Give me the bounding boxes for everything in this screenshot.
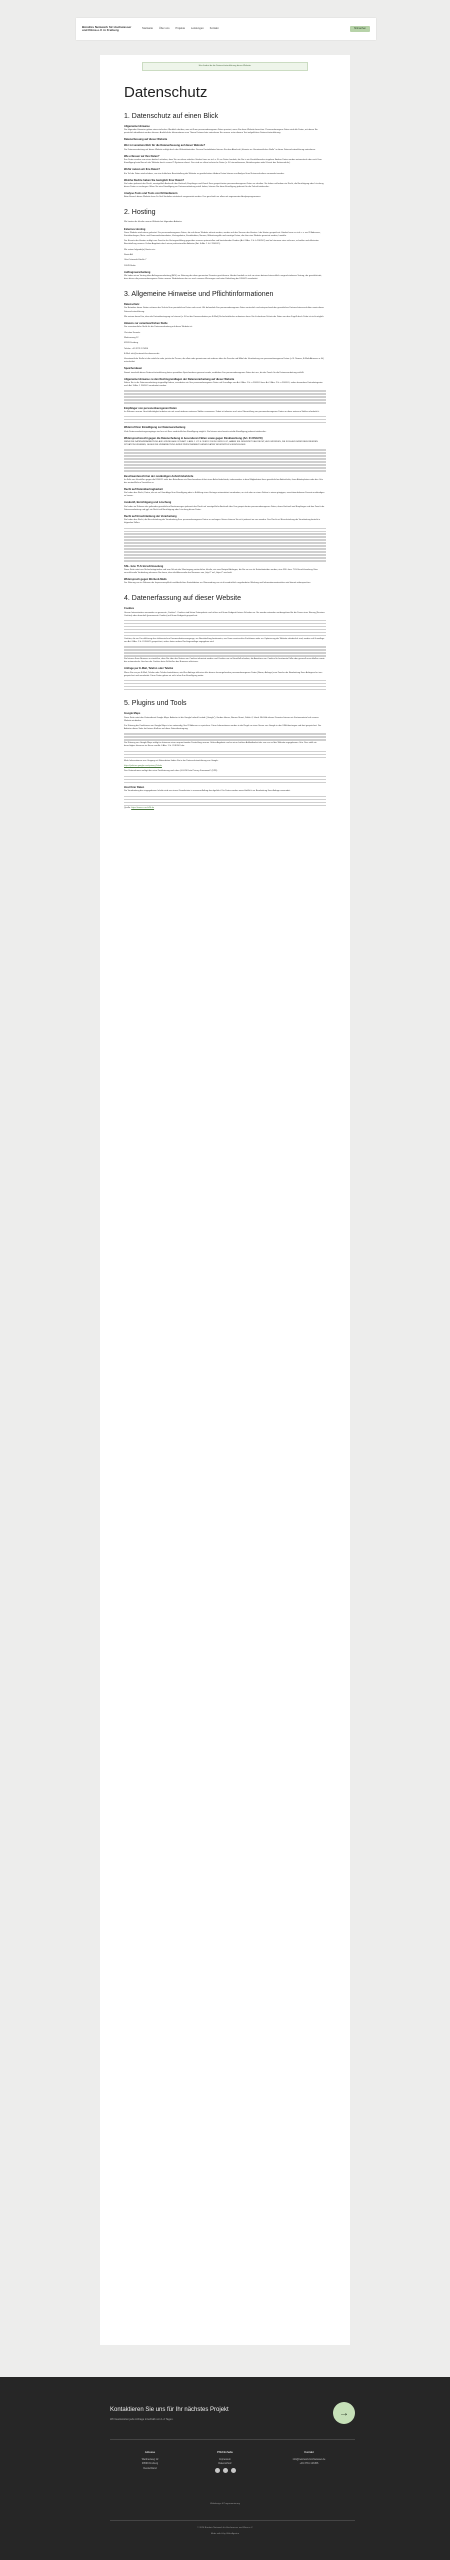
text-block-placeholder	[124, 796, 326, 806]
text-block-placeholder	[124, 776, 326, 783]
brand-logo[interactable]: Bündnis Netzwerk für Hochwasser und Klima e.V. in Freiberg	[82, 24, 132, 32]
linkedin-icon[interactable]	[231, 2468, 236, 2473]
made-by-credit[interactable]: Made with ♥ by Web-Agentur	[210, 2533, 240, 2535]
text-block-placeholder	[124, 733, 326, 740]
text-block-placeholder	[124, 390, 326, 403]
responsible-city: 09599 Freiberg	[124, 342, 139, 345]
subheading: Recht auf Datenübertragbarkeit	[124, 487, 163, 491]
section-heading-1: 1. Datenschutz auf einen Blick	[124, 112, 219, 120]
text-block-placeholder	[124, 416, 326, 423]
page-title: Datenschutz	[124, 84, 208, 101]
paragraph: Sie haben jederzeit das Recht, unentgeltlich Auskunft über Herkunft, Empfänger und Zweck Ihrer gespeicherten personenbezogenen Daten zu erhalten. Sie haben außerdem ein Recht, die Berichtigung oder Löschung dieser Daten zu verlangen. Wenn Sie eine Einwilligung zur Datenverarbeitung erteilt haben, können Sie diese Einwilligung jederzeit für die Zukunft widerrufen.	[124, 182, 324, 188]
subheading: Datenerfassung auf dieser Website	[124, 138, 168, 142]
subheading: Auskunft, Berichtigung und Löschung	[124, 501, 172, 505]
nav-item-startseite[interactable]: Startseite	[142, 27, 153, 31]
copyright: © 2024 Bündnis Netzwerk für Hochwasser und Klima e.V.	[197, 2527, 253, 2529]
section-heading-4: 4. Datenerfassung auf dieser Website	[124, 595, 241, 603]
paragraph: Sie haben das Recht, die Einschränkung der Verarbeitung Ihrer personenbezogenen Daten zu verlangen. Hierzu können Sie sich jederzeit an uns wenden. Das Recht auf Einschränkung der Verarbeitung besteht in folgenden Fällen:	[124, 519, 321, 525]
text-block-placeholder	[124, 528, 326, 562]
paragraph: Diese Website wird extern gehostet. Die personenbezogenen Daten, die auf dieser Website erfasst werden, werden auf den Servern des Hosters / der Hoster gespeichert. Hierbei kann es sich v. a. um IP-Adressen, Kontaktanfragen, Meta- und Kommunikationsdaten, Vertragsdaten, Kontaktdaten, Namen, Websitezugriffe und sonstige Daten, die über eine Website generiert werden, handeln.	[124, 231, 321, 237]
footer-link-impressum[interactable]: Impressum	[219, 2457, 231, 2461]
paragraph: Sie haben im Rahmen der geltenden gesetzlichen Bestimmungen jederzeit das Recht auf unentgeltliche Auskunft über Ihre gespeicherten personenbezogenen Daten, deren Herkunft und Empfänger und den Zweck der Datenverarbeitung und ggf. ein Recht auf Berichtigung oder Löschung dieser Daten.	[124, 505, 325, 511]
info-notice: Hier findest du die Datenschutzerklärung dieser Website.	[142, 62, 308, 71]
subheading: Allgemeine Hinweise	[124, 124, 150, 128]
subheading: Speicherdauer	[124, 367, 143, 371]
paragraph: Sie können Ihren Browser so einstellen, dass Sie über das Setzen von Cookies informiert werden und Cookies nur im Einzelfall erlauben, die Annahme von Cookies für bestimmte Fälle oder generell ausschließen sowie das automatische Löschen der Cookies beim Schließen des Browsers aktivieren.	[124, 658, 325, 664]
section-heading-5: 5. Plugins und Tools	[124, 700, 187, 708]
responsible-email[interactable]: E-Mail: info@netzwerk-hochwasser.de	[124, 352, 160, 355]
host-name: Strato AG	[124, 253, 134, 256]
footer-cta-subtitle: Wir beantworten jede Anfrage innerhalb von 1-2 Tagen.	[110, 2418, 174, 2421]
text-block-placeholder	[124, 680, 326, 690]
footer-address-column	[125, 2451, 175, 2472]
subheading: Anfrage per E-Mail, Telefon oder Telefax	[124, 667, 174, 671]
text-block-placeholder	[124, 449, 326, 471]
paragraph: Verantwortliche Stelle ist die natürliche oder juristische Person, die allein oder gemeinsam mit anderen über die Zwecke und Mittel der Verarbeitung von personenbezogenen Daten (z. B. Namen, E-Mail-Adressen o. Ä.) entscheidet.	[124, 358, 324, 364]
responsible-phone: Telefon: +49 3731 123456	[124, 347, 149, 350]
site-footer	[0, 2377, 450, 2560]
paragraph: Der Einsatz des Hosters erfolgt zum Zwecke der Vertragserfüllung gegenüber unseren potenziellen und bestehenden Kunden (Art. 6 Abs. 1 lit. b DSGVO) und im Interesse einer sicheren, schnellen und effizienten Bereitstellung unseres Online-Angebots durch einen professionellen Anbieter (Art. 6 Abs. 1 lit. f DSGVO).	[124, 240, 319, 246]
subheading: Wofür nutzen wir Ihre Daten?	[124, 168, 160, 172]
paragraph: Unsere Internetseiten verwenden so genannte „Cookies“. Cookies sind kleine Datenpakete und richten auf Ihrem Endgerät keinen Schaden an. Sie werden entweder vorübergehend für die Dauer einer Sitzung (Session-Cookies) oder dauerhaft (permanente Cookies) auf Ihrem Endgerät gespeichert.	[124, 611, 326, 617]
paragraph: Zur Nutzung der Funktionen von Google Maps ist es notwendig, Ihre IP-Adresse zu speichern. Diese Informationen werden in der Regel an einen Server von Google in den USA übertragen und dort gespeichert. Der Anbieter dieser Seite hat keinen Einfluss auf diese Datenübertragung.	[124, 725, 322, 731]
footer-cta-title: Kontaktieren Sie uns für Ihr nächstes Projekt	[110, 2407, 229, 2413]
subheading: Auftragsverarbeitung	[124, 270, 151, 274]
facebook-icon[interactable]	[215, 2468, 220, 2473]
responsible-street: Wettinerweg 12	[124, 336, 139, 339]
paragraph: Ihre Daten werden zum einen dadurch erhoben, dass Sie uns diese mitteilen. Hierbei kann es sich z. B. um Daten handeln, die Sie in ein Kontaktformular eingeben. Andere Daten werden automatisch oder nach Ihrer Einwilligung beim Besuch der Website durch unsere IT-Systeme erfasst. Das sind vor allem technische Daten (z. B. Internetbrowser, Betriebssystem oder Uhrzeit des Seitenaufrufs).	[124, 159, 322, 165]
footer-address-line: Deutschland	[143, 2466, 157, 2470]
host-address: Otto-Ostrowski-Straße 7	[124, 259, 147, 262]
subheading: SSL- bzw. TLS-Verschlüsselung	[124, 564, 164, 568]
subheading: Widerspruch gegen Werbe-E-Mails	[124, 577, 167, 581]
paragraph: Die Verarbeitung der eingegebenen Inhalte wird von einem Dienstleister in unserem Auftrag durchgeführt. Die Daten werden ausschließlich zur Bearbeitung Ihrer Anfrage verwendet.	[124, 790, 291, 793]
paragraph: WENN DIE DATENVERARBEITUNG AUF GRUNDLAGE VON ART. 6 ABS. 1 LIT. E ODER F DSGVO ERFOLGT, HABEN SIE JEDERZEIT DAS RECHT, AUS GRÜNDEN, DIE SICH AUS IHRER BESONDEREN SITUATION ERGEBEN, GEGEN DIE VERARBEITUNG IHRER PERSONENBEZOGENEN DATEN WIDERSPRUCH EINZULEGEN.	[124, 441, 318, 447]
footer-column-heading: Pflichtinhalte	[217, 2450, 233, 2454]
paragraph: Die Datenverarbeitung auf dieser Website erfolgt durch den Websitebetreiber. Dessen Kontaktdaten können Sie dem Abschnitt „Hinweis zur Verantwortlichen Stelle“ in dieser Datenschutzerklärung entnehmen.	[124, 148, 316, 151]
site-header	[76, 18, 376, 40]
subheading: Allgemeine Hinweise zu den Rechtsgrundlagen der Datenverarbeitung auf dieser Website	[124, 377, 235, 381]
social-links	[200, 2468, 250, 2473]
paragraph: Im Rahmen unserer Geschäftstätigkeit arbeiten wir mit verschiedenen externen Stellen zusammen. Dabei ist teilweise auch eine Übermittlung von personenbezogenen Daten an diese externen Stellen erforderlich.	[124, 410, 320, 413]
subheading: Hinweis zur verantwortlichen Stelle	[124, 321, 168, 325]
paragraph: Wir weisen darauf hin, dass die Datenübertragung im Internet (z. B. bei der Kommunikation per E-Mail) Sicherheitslücken aufweisen kann. Ein lückenloser Schutz der Daten vor dem Zugriff durch Dritte ist nicht möglich.	[124, 315, 325, 318]
instagram-icon[interactable]	[223, 2468, 228, 2473]
google-privacy-link[interactable]: https://policies.google.com/privacy?hl=de	[124, 765, 162, 768]
nav-item-projekte[interactable]: Projekte	[175, 27, 186, 31]
privacy-content	[124, 83, 326, 813]
subheading: Cookies	[124, 607, 135, 611]
footer-email-link[interactable]: info@netzwerk-hochwasser.de	[292, 2457, 326, 2461]
paragraph: Im Falle von Verstößen gegen die DSGVO steht den Betroffenen ein Beschwerderecht bei einer Aufsichtsbehörde, insbesondere in dem Mitgliedstaat ihres gewöhnlichen Aufenthalts, ihres Arbeitsplatzes oder des Orts des mutmaßlichen Verstoßes zu.	[124, 478, 323, 484]
paragraph: Soweit innerhalb dieser Datenschutzerklärung keine speziellere Speicherdauer genannt wurde, verbleiben Ihre personenbezogenen Daten bei uns, bis der Zweck für die Datenverarbeitung entfällt.	[124, 371, 304, 374]
source-label: Quelle:	[124, 807, 131, 810]
footer-contact-column	[278, 2451, 340, 2467]
subheading: Empfänger von personenbezogenen Daten	[124, 406, 177, 410]
paragraph: Wenn Sie uns per E-Mail, Telefon oder Telefax kontaktieren, wird Ihre Anfrage inklusive aller daraus hervorgehenden personenbezogenen Daten (Name, Anfrage) zum Zwecke der Bearbeitung Ihres Anliegens bei uns gespeichert und verarbeitet. Diese Daten geben wir nicht ohne Ihre Einwilligung weiter.	[124, 671, 323, 677]
text-block-placeholder	[124, 646, 326, 656]
paragraph: Viele Datenverarbeitungsvorgänge sind nur mit Ihrer ausdrücklichen Einwilligung möglich. Sie können eine bereits erteilte Einwilligung jederzeit widerrufen.	[124, 430, 267, 433]
header-cta-button[interactable]: Mitmachen	[350, 26, 370, 32]
subheading: Recht auf Einschränkung der Verarbeitung	[124, 514, 177, 518]
paragraph: Das Unternehmen verfügt über eine Zertifizierung nach dem „EU-US Data Privacy Framework“ (DPF).	[124, 770, 218, 773]
host-city: 10249 Berlin	[124, 264, 136, 267]
paragraph: Diese Seite nutzt aus Sicherheitsgründen und zum Schutz der Übertragung vertraulicher Inhalte, wie zum Beispiel Anfragen, die Sie an uns als Seitenbetreiber senden, eine SSL- bzw. TLS-Verschlüsselung. Eine verschlüsselte Verbindung erkennen Sie daran, dass die Adresszeile des Browsers von „http://“ auf „https://“ wechselt.	[124, 568, 318, 574]
footer-address-line: 09599 Freiberg	[141, 2462, 159, 2466]
paragraph: Sofern Sie in die Datenverarbeitung eingewilligt haben, verarbeiten wir Ihre personenbezogenen Daten auf Grundlage von Art. 6 Abs. 1 lit. a DSGVO bzw. Art. 9 Abs. 2 lit. a DSGVO, sofern besondere Datenkategorien nach Art. 9 Abs. 1 DSGVO verarbeitet werden.	[124, 382, 323, 388]
paragraph: Die Nutzung von Google Maps erfolgt im Interesse einer ansprechenden Darstellung unserer Online-Angebote und an einer leichten Auffindbarkeit der von uns auf der Website angegebenen Orte. Dies stellt ein berechtigtes Interesse im Sinne von Art. 6 Abs. 1 lit. f DSGVO dar.	[124, 742, 317, 748]
subheading: Analyse-Tools und Tools von Drittanbietern	[124, 192, 178, 195]
subheading: Google Maps	[124, 712, 141, 716]
responsible-name: Christian Kemnitz	[124, 331, 141, 334]
paragraph: Sie haben das Recht, Daten, die wir auf Grundlage Ihrer Einwilligung oder in Erfüllung eines Vertrags automatisiert verarbeiten, an sich oder an einen Dritten in einem gängigen, maschinenlesbaren Format aushändigen zu lassen.	[124, 492, 325, 498]
paragraph: Die Betreiber dieser Seiten nehmen den Schutz Ihrer persönlichen Daten sehr ernst. Wir behandeln Ihre personenbezogenen Daten vertraulich und entsprechend den gesetzlichen Datenschutzvorschriften sowie dieser Datenschutzerklärung.	[124, 307, 324, 313]
paragraph: Die folgenden Hinweise geben einen einfachen Überblick darüber, was mit Ihren personenbezogenen Daten passiert, wenn Sie diese Website besuchen. Personenbezogene Daten sind alle Daten, mit denen Sie persönlich identifiziert werden können. Ausführliche Informationen zum Thema Datenschutz entnehmen Sie unserer unter diesem Text aufgeführten Datenschutzerklärung.	[124, 128, 318, 134]
footer-address-line: Wettinerweg 12	[141, 2457, 159, 2461]
nav-item-ueber-uns[interactable]: Über uns	[158, 27, 170, 31]
text-block-placeholder	[124, 620, 326, 636]
section-heading-2: 2. Hosting	[124, 209, 156, 217]
footer-link-datenschutz[interactable]: Datenschutz	[218, 2462, 232, 2466]
subheading: Widerruf Ihrer Einwilligung zur Datenverarbeitung	[124, 426, 186, 430]
paragraph: Der Nutzung von im Rahmen der Impressumspflicht veröffentlichten Kontaktdaten zur Übersendung von nicht ausdrücklich angeforderter Werbung und Informationsmaterialien wird hiermit widersprochen.	[124, 582, 311, 585]
footer-phone-link[interactable]: +49 3731 123456	[299, 2462, 319, 2466]
nav-item-leistungen[interactable]: Leistungen	[191, 27, 204, 31]
footer-column-heading: Kontakt	[304, 2450, 314, 2454]
paragraph: Beim Besuch dieser Website kann Ihr Surf-Verhalten statistisch ausgewertet werden. Das geschieht vor allem mit sogenannten Analyseprogrammen.	[124, 196, 261, 199]
nav-item-kontakt[interactable]: Kontakt	[209, 27, 219, 31]
paragraph: Diese Seite nutzt den Kartendienst Google Maps. Anbieter ist die Google Ireland Limited („Google“), Gordon House, Barrow Street, Dublin 4, Irland. Mit Hilfe dieses Dienstes können wir Kartenmaterial auf unserer Website einbinden.	[124, 716, 319, 722]
paragraph: Wir haben einen Vertrag über Auftragsverarbeitung (AVV) zur Nutzung des oben genannten Dienstes geschlossen. Hierbei handelt es sich um einen datenschutzrechtlich vorgeschriebenen Vertrag, der gewährleistet, dass dieser die personenbezogenen Daten unserer Websitebesucher nur nach unseren Weisungen und unter Einhaltung der DSGVO verarbeitet.	[124, 274, 322, 280]
paragraph: Wir hosten die Inhalte unserer Website bei folgendem Anbieter:	[124, 221, 183, 224]
subheading: Widerspruchsrecht gegen die Datenerhebung in besonderen Fällen sowie gegen Direktwerbung (Art. 21 DSGVO)	[124, 436, 263, 440]
section-heading-3: 3. Allgemeine Hinweise und Pflichtinformationen	[124, 291, 274, 299]
main-nav	[142, 27, 219, 30]
paragraph: Ein Teil der Daten wird erhoben, um eine fehlerfreie Bereitstellung der Website zu gewährleisten. Andere Daten können zur Analyse Ihres Nutzerverhaltens verwendet werden.	[124, 172, 285, 175]
subheading: Beschwerderecht bei der zuständigen Aufsichtsbehörde	[124, 474, 194, 478]
source-link[interactable]: https://www.e-recht24.de	[131, 807, 155, 810]
footer-badge: Webdesign & Programmierung	[210, 2503, 240, 2505]
paragraph: Wir setzen folgende(n) Hoster ein:	[124, 248, 156, 251]
footer-legal-column	[200, 2451, 250, 2475]
footer-column-heading: Adresse	[144, 2450, 156, 2454]
arrow-right-icon[interactable]: →	[333, 2402, 355, 2424]
source-line	[124, 807, 326, 810]
subheading: Datenschutz	[124, 303, 140, 307]
subheading: Externes Hosting	[124, 227, 146, 231]
paragraph: Cookies, die zur Durchführung des elektronischen Kommunikationsvorgangs, zur Bereitstellung bestimmter, von Ihnen erwünschter Funktionen oder zur Optimierung der Website erforderlich sind, werden auf Grundlage von Art. 6 Abs. 1 lit. f DSGVO gespeichert, sofern keine andere Rechtsgrundlage angegeben wird.	[124, 638, 325, 644]
subheading: Wer ist verantwortlich für die Datenerfassung auf dieser Website?	[124, 144, 206, 148]
text-block-placeholder	[124, 751, 326, 758]
paragraph: Die verantwortliche Stelle für die Datenverarbeitung auf dieser Website ist:	[124, 326, 193, 329]
article	[100, 55, 350, 2345]
subheading: Welche Rechte haben Sie bezüglich Ihrer Daten?	[124, 178, 185, 182]
subheading: Wie erfassen wir Ihre Daten?	[124, 154, 160, 158]
paragraph: Mehr Informationen zum Umgang mit Nutzerdaten finden Sie in der Datenschutzerklärung von Google:	[124, 759, 219, 762]
subheading: Host Ihrer Daten	[124, 785, 145, 789]
